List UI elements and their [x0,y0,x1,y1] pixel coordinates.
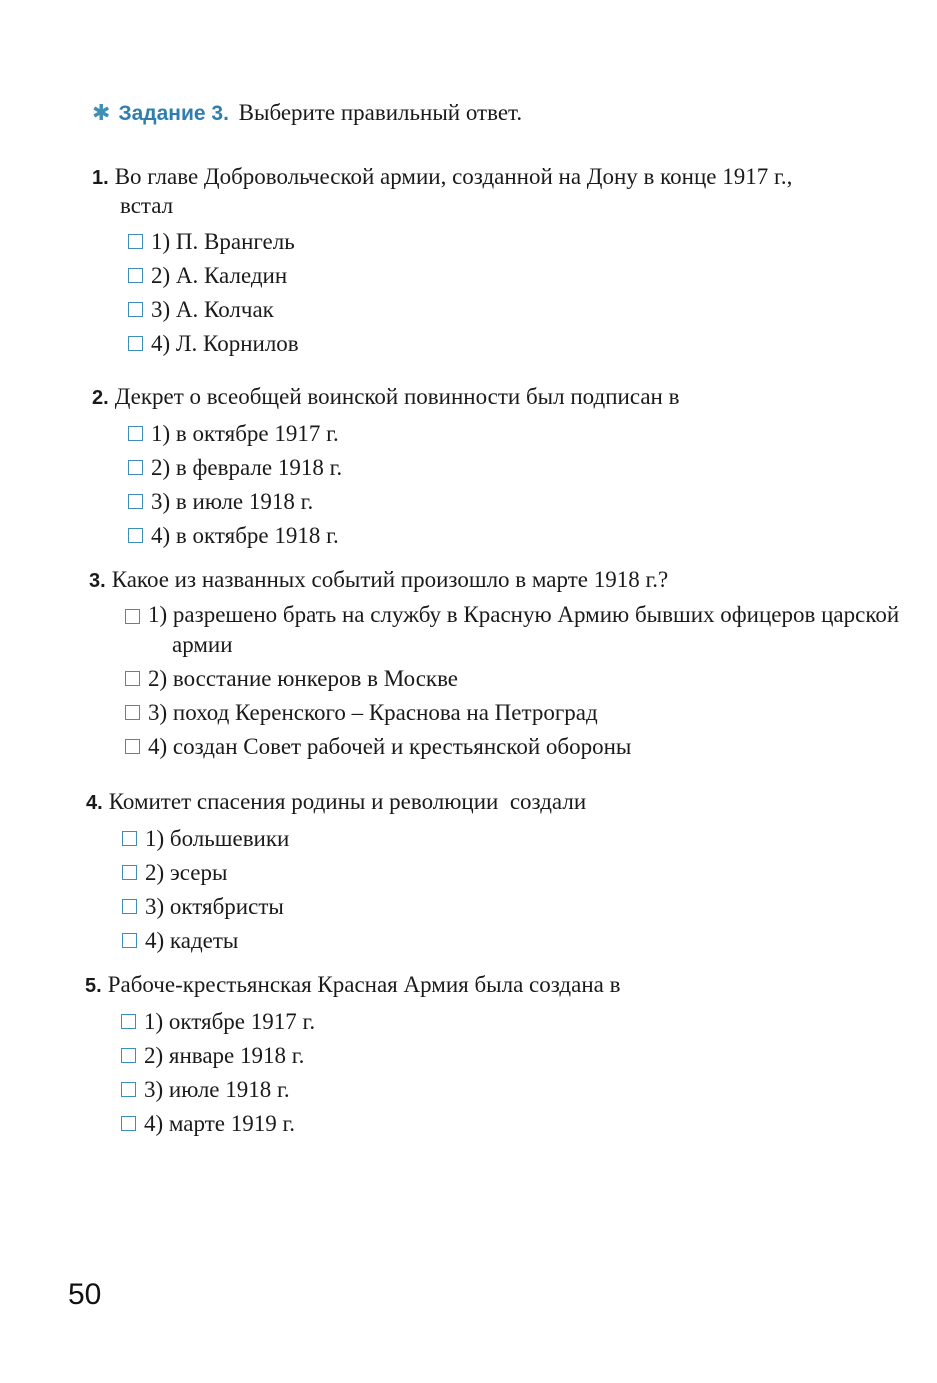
answer-option-text: 2) А. Каледин [151,263,288,288]
task-header [92,98,522,129]
question-number: 1. [92,167,109,189]
answer-option-text: 4) создан Совет рабочей и крестьянской обороны [148,734,632,759]
question-2 [92,380,902,553]
answer-options [85,1005,895,1141]
answer-option[interactable] [121,1005,895,1039]
question-number: 4. [86,792,103,814]
checkbox[interactable] [125,705,140,720]
answer-option-text: 1) разрешено брать на службу в Красную Армию бывших офицеров царской армии [148,602,900,657]
answer-option[interactable] [128,327,902,361]
page-number: 50 [68,1278,102,1311]
checkbox[interactable] [128,268,143,283]
answer-option-text: 1) октябре 1917 г. [144,1009,316,1034]
checkbox[interactable] [122,865,137,880]
checkbox[interactable] [125,609,140,624]
question-text-continued: встал [120,193,174,218]
checkbox[interactable] [128,234,143,249]
answer-option[interactable] [128,519,902,553]
checkbox[interactable] [121,1048,136,1063]
question-text: Комитет спасения родины и революции создали [108,789,587,814]
checkbox[interactable] [121,1082,136,1097]
checkbox[interactable] [128,494,143,509]
answer-option-text: 2) восстание юнкеров в Москве [148,666,459,691]
checkbox[interactable] [128,336,143,351]
answer-options [92,417,902,553]
checkbox[interactable] [122,899,137,914]
answer-option-text: 3) в июле 1918 г. [151,489,314,514]
answer-option[interactable] [128,225,902,259]
question-heading [92,160,902,195]
question-5 [85,968,895,1141]
question-number: 5. [85,975,102,997]
checkbox[interactable] [122,831,137,846]
answer-option[interactable] [122,856,896,890]
checkbox[interactable] [125,739,140,754]
answer-options [92,225,902,361]
answer-option[interactable] [128,417,902,451]
question-heading [89,563,901,598]
answer-option[interactable] [121,1107,895,1141]
answer-option[interactable] [128,485,902,519]
answer-option[interactable] [122,924,896,958]
question-number: 2. [92,387,109,409]
task-label: Задание 3. [118,102,229,125]
answer-option-text: 3) поход Керенского – Краснова на Петроград [148,700,598,725]
answer-options [86,822,896,958]
checkbox[interactable] [121,1116,136,1131]
answer-option[interactable] [121,1073,895,1107]
answer-option-text: 2) январе 1918 г. [144,1043,305,1068]
answer-option-text: 1) в октябре 1917 г. [151,421,339,446]
checkbox[interactable] [128,302,143,317]
answer-option[interactable] [121,1039,895,1073]
answer-option-text: 4) кадеты [145,928,239,953]
answer-option-text: 1) П. Врангель [151,229,295,254]
answer-option-text: 1) большевики [145,826,290,851]
answer-option[interactable] [128,451,902,485]
checkbox[interactable] [122,933,137,948]
checkbox[interactable] [128,528,143,543]
answer-option[interactable] [128,259,902,293]
answer-option-text: 4) Л. Корнилов [151,331,299,356]
answer-option-text: 4) марте 1919 г. [144,1111,296,1136]
question-text: Во главе Добровольческой армии, созданной на Дону в конце 1917 г., [114,164,793,189]
answer-option-text: 3) июле 1918 г. [144,1077,290,1102]
question-3 [89,563,901,764]
checkbox[interactable] [128,426,143,441]
asterisk-icon: ✱ [92,100,111,125]
answer-option[interactable] [125,696,901,730]
question-text: Декрет о всеобщей воинской повинности был подписан в [114,384,680,409]
answer-option[interactable] [125,730,901,764]
checkbox[interactable] [121,1014,136,1029]
answer-option-text: 3) октябристы [145,894,284,919]
question-text: Рабоче-крестьянская Красная Армия была создана в [107,972,621,997]
checkbox[interactable] [128,460,143,475]
answer-option[interactable] [125,600,901,660]
answer-option-text: 2) эсеры [145,860,228,885]
checkbox[interactable] [125,671,140,686]
question-4 [86,785,896,958]
answer-option[interactable] [122,890,896,924]
task-instruction: Выберите правильный ответ. [238,100,523,125]
answer-option-text: 3) А. Колчак [151,297,274,322]
question-heading [92,380,902,415]
answer-option-text: 4) в октябре 1918 г. [151,523,339,548]
answer-options [89,600,901,764]
question-heading [85,968,895,1003]
question-heading [86,785,896,820]
answer-option[interactable] [128,293,902,327]
answer-option-text: 2) в феврале 1918 г. [151,455,343,480]
question-1 [92,160,902,361]
answer-option[interactable] [125,662,901,696]
question-text: Какое из названных событий произошло в марте 1918 г.? [111,567,669,592]
answer-option[interactable] [122,822,896,856]
question-number: 3. [89,570,106,592]
